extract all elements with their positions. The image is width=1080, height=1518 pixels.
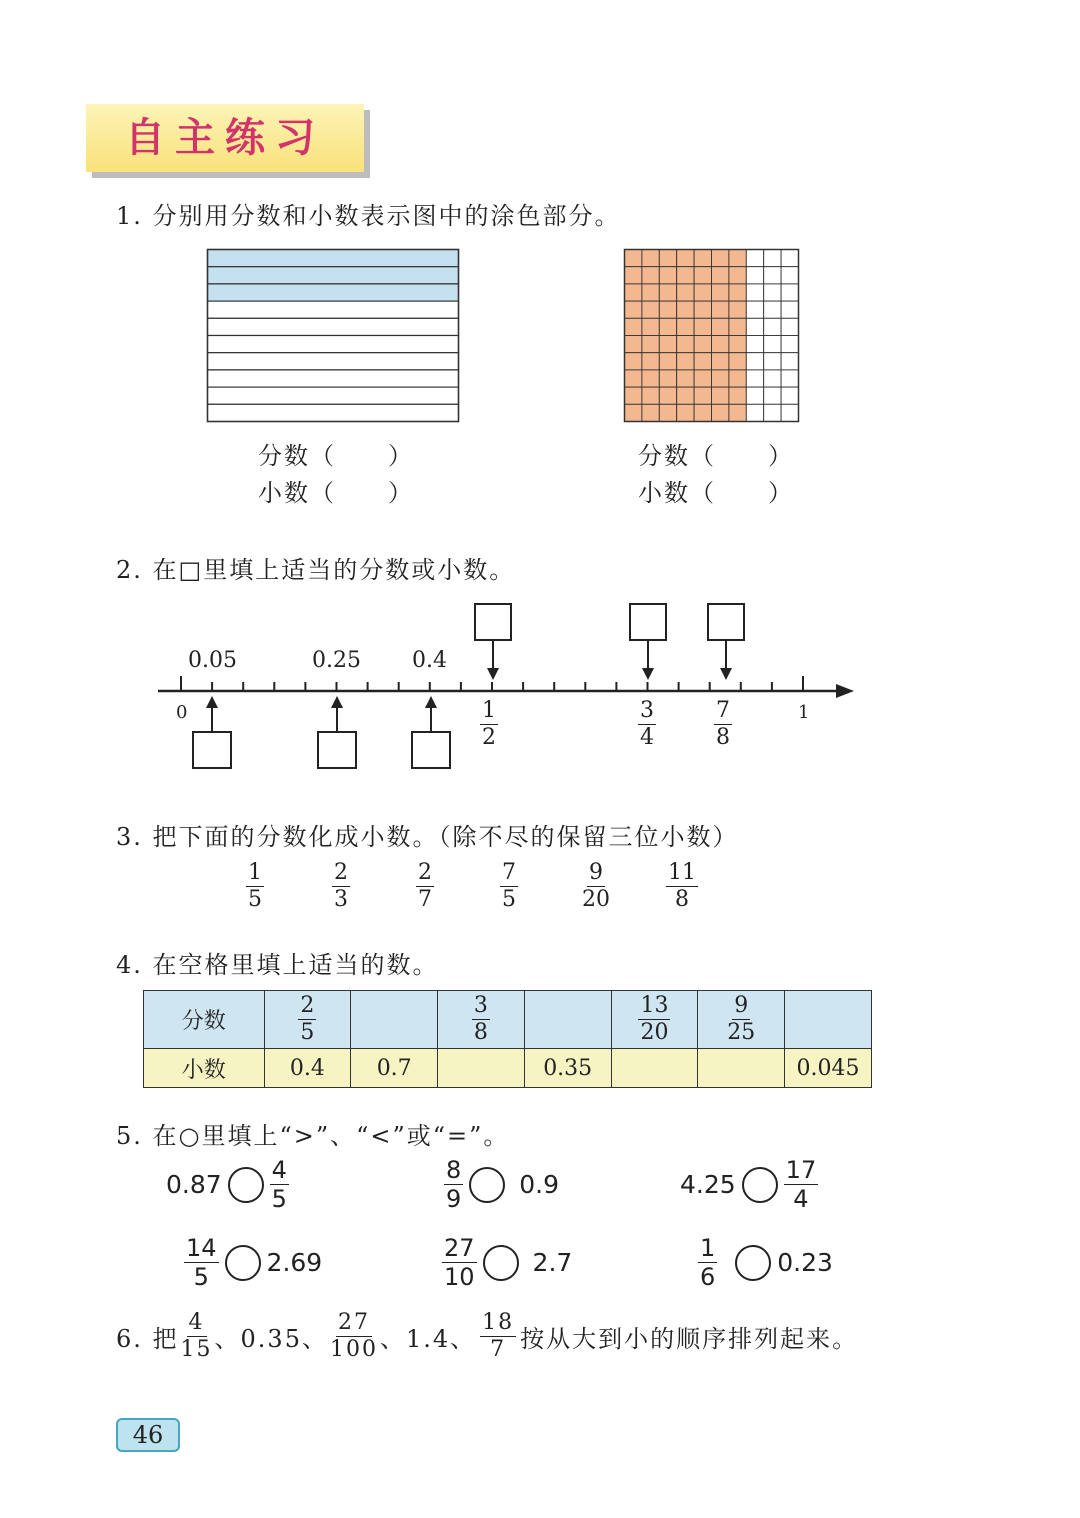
q1-left-decimal-label: 小数（ ）: [258, 479, 414, 507]
grid-cell-shaded: [625, 353, 642, 370]
table-cell: $\frac{13}{20}$: [611, 991, 698, 1049]
grid-cell-shaded: [712, 370, 729, 387]
table-cell: 0.4: [264, 1049, 351, 1088]
section-title: 自主练习: [125, 115, 325, 161]
grid-cell-shaded: [659, 318, 676, 335]
answer-box-top-3: [708, 604, 744, 640]
grid-cell-shaded: [712, 250, 729, 267]
grid-cell-shaded: [677, 318, 694, 335]
grid-cell: [764, 318, 781, 335]
grid-cell-shaded: [694, 387, 711, 404]
grid-cell-shaded: [659, 267, 676, 284]
question-1-text: 1. 分别用分数和小数表示图中的涂色部分。: [116, 202, 621, 230]
grid-cell: [746, 404, 763, 421]
strip-row: [208, 353, 459, 370]
grid-cell: [746, 301, 763, 318]
hundred-grid-figure: [623, 248, 800, 424]
grid-cell: [746, 267, 763, 284]
nl-fraction-half: $\frac{1}{2}$: [482, 698, 496, 750]
table-cell-blank[interactable]: [351, 991, 438, 1049]
grid-cell: [781, 318, 798, 335]
grid-cell: [764, 301, 781, 318]
grid-cell-shaded: [642, 301, 659, 318]
grid-cell-shaded: [677, 250, 694, 267]
grid-cell-shaded: [729, 250, 746, 267]
q3-fraction-1: $\frac{1}{5}$: [248, 860, 262, 912]
grid-cell-shaded: [729, 387, 746, 404]
compare-circle-4[interactable]: [225, 1245, 261, 1281]
q3-fraction-6: $\frac{11}{8}$: [668, 860, 696, 912]
question-5-text: 5. 在○里填上“>”、“<”或“=”。: [116, 1122, 510, 1150]
answer-box-top-1: [475, 604, 511, 640]
fraction-decimal-table: [143, 990, 872, 1088]
grid-cell-shaded: [642, 387, 659, 404]
grid-cell: [746, 318, 763, 335]
grid-cell-shaded: [729, 318, 746, 335]
grid-cell: [764, 353, 781, 370]
strip-row-shaded: [208, 284, 459, 301]
compare-item-4: $\frac{14}{5}$ 2.69: [186, 1234, 323, 1291]
grid-cell-shaded: [677, 301, 694, 318]
table-cell-blank[interactable]: [524, 991, 611, 1049]
nl-label-one: 1: [798, 702, 810, 723]
answer-box-bottom-3: [412, 732, 450, 768]
answer-box-bottom-2: [318, 732, 356, 768]
q3-fraction-2: $\frac{2}{3}$: [334, 860, 348, 912]
grid-cell-shaded: [659, 370, 676, 387]
table-cell-blank[interactable]: [785, 991, 872, 1049]
grid-cell-shaded: [694, 370, 711, 387]
grid-cell-shaded: [694, 353, 711, 370]
q3-fraction-5: $\frac{9}{20}$: [582, 860, 610, 912]
grid-cell: [746, 284, 763, 301]
grid-cell-shaded: [677, 284, 694, 301]
grid-cell-shaded: [659, 250, 676, 267]
grid-cell: [781, 353, 798, 370]
compare-item-2: $\frac{8}{9}$ 0.9: [446, 1156, 560, 1213]
grid-cell-shaded: [677, 353, 694, 370]
question-3-text: 3. 把下面的分数化成小数。（除不尽的保留三位小数）: [116, 823, 739, 851]
grid-cell-shaded: [694, 318, 711, 335]
grid-cell-shaded: [677, 370, 694, 387]
table-cell: $\frac{3}{8}$: [438, 991, 525, 1049]
strip-row: [208, 301, 459, 318]
grid-cell: [781, 267, 798, 284]
grid-cell-shaded: [659, 336, 676, 353]
grid-cell-shaded: [729, 370, 746, 387]
grid-cell-shaded: [677, 387, 694, 404]
nl-label-0-25: 0.25: [312, 648, 361, 673]
compare-circle-1[interactable]: [228, 1167, 264, 1203]
grid-cell-shaded: [694, 284, 711, 301]
grid-cell: [746, 353, 763, 370]
compare-item-5: $\frac{27}{10}$ 2.7: [444, 1234, 573, 1291]
grid-cell-shaded: [712, 353, 729, 370]
number-line: [150, 596, 870, 776]
compare-item-6: $\frac{1}{6}$ 0.23: [700, 1234, 833, 1291]
table-row-decimals: [144, 1049, 872, 1088]
grid-cell: [746, 250, 763, 267]
grid-cell-shaded: [642, 370, 659, 387]
strip-row: [208, 318, 459, 335]
grid-cell-shaded: [642, 404, 659, 421]
question-2-text: 2. 在□里填上适当的分数或小数。: [116, 556, 516, 584]
grid-cell-shaded: [625, 404, 642, 421]
grid-cell-shaded: [729, 301, 746, 318]
grid-cell: [781, 370, 798, 387]
grid-cell-shaded: [712, 387, 729, 404]
table-cell-blank[interactable]: [611, 1049, 698, 1088]
grid-cell-shaded: [712, 301, 729, 318]
compare-item-3: 4.25 $\frac{17}{4}$: [680, 1156, 817, 1213]
grid-cell-shaded: [659, 353, 676, 370]
grid-cell-shaded: [712, 318, 729, 335]
grid-cell: [764, 336, 781, 353]
strip-row: [208, 336, 459, 353]
nl-label-0-4: 0.4: [412, 648, 447, 673]
grid-cell-shaded: [625, 370, 642, 387]
nl-label-0-05: 0.05: [188, 648, 237, 673]
grid-cell: [781, 336, 798, 353]
grid-cell-shaded: [625, 284, 642, 301]
grid-cell-shaded: [677, 404, 694, 421]
table-cell: 0.7: [351, 1049, 438, 1088]
grid-cell-shaded: [659, 284, 676, 301]
number-line-arrowhead: [836, 684, 854, 698]
grid-cell: [764, 370, 781, 387]
compare-circle-3[interactable]: [742, 1167, 778, 1203]
grid-cell-shaded: [729, 284, 746, 301]
table-header-fraction: 分数: [144, 991, 265, 1049]
grid-cell: [781, 404, 798, 421]
grid-cell: [746, 370, 763, 387]
table-cell: 0.35: [524, 1049, 611, 1088]
grid-cell: [746, 387, 763, 404]
grid-cell-shaded: [642, 284, 659, 301]
grid-cell-shaded: [625, 336, 642, 353]
grid-cell-shaded: [729, 353, 746, 370]
grid-cell: [781, 387, 798, 404]
grid-cell-shaded: [659, 387, 676, 404]
answer-box-bottom-1: [193, 732, 231, 768]
grid-cell-shaded: [694, 404, 711, 421]
grid-cell-shaded: [642, 250, 659, 267]
q1-right-fraction-label: 分数（ ）: [638, 442, 794, 470]
strip-row: [208, 370, 459, 387]
question-4-text: 4. 在空格里填上适当的数。: [116, 951, 439, 979]
grid-cell-shaded: [625, 301, 642, 318]
grid-cell-shaded: [712, 336, 729, 353]
compare-item-1: 0.87 $\frac{4}{5}$: [166, 1156, 287, 1213]
grid-cell: [781, 284, 798, 301]
page-number: 46: [116, 1418, 180, 1452]
grid-cell-shaded: [729, 404, 746, 421]
strip-row: [208, 387, 459, 404]
striped-rectangle-figure: [206, 248, 460, 424]
grid-cell-shaded: [625, 318, 642, 335]
strip-row-shaded: [208, 250, 459, 267]
q1-right-decimal-label: 小数（ ）: [638, 479, 794, 507]
nl-fraction-three-quarters: $\frac{3}{4}$: [640, 698, 654, 750]
grid-cell-shaded: [625, 387, 642, 404]
table-cell: 0.045: [785, 1049, 872, 1088]
grid-cell: [764, 250, 781, 267]
grid-cell-shaded: [694, 250, 711, 267]
grid-cell: [746, 336, 763, 353]
nl-fraction-seven-eighths: $\frac{7}{8}$: [716, 698, 730, 750]
grid-cell-shaded: [659, 301, 676, 318]
grid-cell-shaded: [694, 301, 711, 318]
compare-circle-2[interactable]: [469, 1167, 505, 1203]
table-row-fractions: [144, 991, 872, 1049]
compare-circle-6[interactable]: [735, 1245, 771, 1281]
grid-cell: [764, 387, 781, 404]
grid-cell-shaded: [677, 267, 694, 284]
q1-left-fraction-label: 分数（ ）: [258, 442, 414, 470]
strip-row: [208, 404, 459, 421]
q3-fraction-3: $\frac{2}{7}$: [418, 860, 432, 912]
table-header-decimal: 小数: [144, 1049, 265, 1088]
table-cell-blank[interactable]: [698, 1049, 785, 1088]
grid-cell-shaded: [677, 336, 694, 353]
grid-cell-shaded: [625, 267, 642, 284]
grid-cell-shaded: [712, 404, 729, 421]
grid-cell-shaded: [729, 267, 746, 284]
grid-cell-shaded: [625, 250, 642, 267]
grid-cell-shaded: [642, 267, 659, 284]
table-cell: $\frac{9}{25}$: [698, 991, 785, 1049]
grid-cell-shaded: [712, 284, 729, 301]
section-title-banner: [86, 104, 364, 172]
q3-fraction-4: $\frac{7}{5}$: [502, 860, 516, 912]
compare-circle-5[interactable]: [483, 1245, 519, 1281]
grid-cell-shaded: [694, 267, 711, 284]
table-cell: $\frac{2}{5}$: [264, 991, 351, 1049]
grid-cell-shaded: [642, 336, 659, 353]
grid-cell-shaded: [642, 353, 659, 370]
grid-cell-shaded: [694, 336, 711, 353]
grid-cell-shaded: [659, 404, 676, 421]
table-cell-blank[interactable]: [438, 1049, 525, 1088]
grid-cell-shaded: [729, 336, 746, 353]
strip-row-shaded: [208, 267, 459, 284]
question-6-text: 6. 把 $\frac{4}{15}$ 、0.35、 $\frac{27}{100}$ 、1.4、 $\frac{18}{7}$ 按从大到小的顺序排列起来。: [116, 1310, 859, 1362]
grid-cell-shaded: [642, 318, 659, 335]
grid-cell: [781, 250, 798, 267]
answer-box-top-2: [630, 604, 666, 640]
grid-cell: [764, 267, 781, 284]
nl-label-zero: 0: [176, 702, 188, 723]
grid-cell-shaded: [712, 267, 729, 284]
grid-cell: [781, 301, 798, 318]
grid-cell: [764, 404, 781, 421]
grid-cell: [764, 284, 781, 301]
